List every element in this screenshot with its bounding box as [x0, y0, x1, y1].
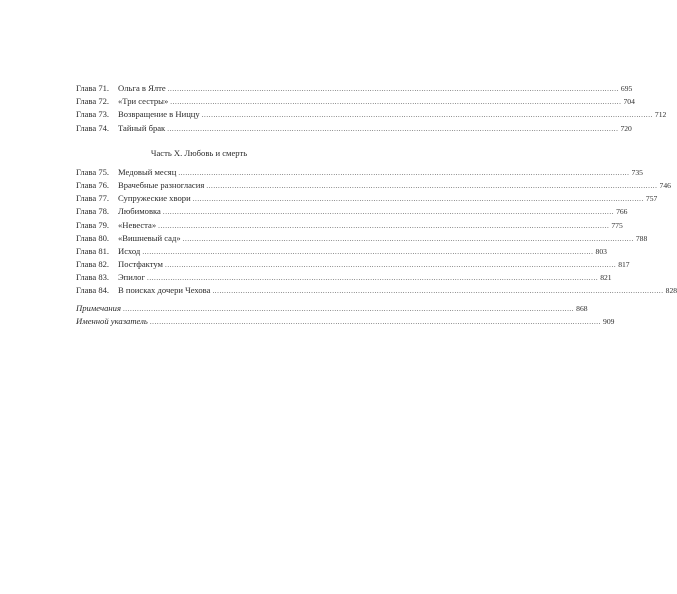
chapter-number: Глава 71. [76, 83, 110, 93]
page-number: 817 [618, 260, 630, 270]
dot-leader [158, 220, 609, 233]
chapter-title: Эпилог [118, 272, 145, 283]
toc-entry [76, 166, 643, 179]
dot-leader [123, 303, 574, 316]
page-number: 704 [623, 97, 635, 107]
dot-leader [183, 233, 634, 246]
chapter-title: Медовый месяц [118, 166, 177, 177]
page-number: 720 [620, 123, 632, 133]
toc-entry [76, 82, 633, 95]
dot-leader [212, 285, 663, 298]
toc-entry [76, 108, 667, 121]
chapter-title: Исход [118, 245, 141, 256]
page-number: 868 [576, 303, 588, 313]
toc-entry-index [76, 315, 615, 328]
toc-entry [76, 192, 658, 205]
chapter-title: В поисках дочери Чехова [118, 285, 211, 296]
page-number: 757 [645, 194, 658, 204]
page-number: 828 [665, 286, 677, 296]
dot-leader [142, 246, 593, 259]
chapter-number: Глава 84. [76, 285, 110, 296]
toc-entry [76, 284, 677, 297]
page-number: 746 [659, 180, 671, 190]
dot-leader [147, 272, 598, 285]
toc-entry [76, 95, 635, 108]
page-number: 712 [654, 110, 667, 120]
page-number: 909 [603, 316, 615, 326]
chapter-title: Возвращение в Ниццу [118, 109, 200, 120]
chapter-title: Тайный брак [118, 122, 166, 133]
chapter-number: Глава 76. [76, 179, 110, 190]
dot-leader [165, 259, 616, 272]
chapter-title: Врачебные разногласия [118, 179, 205, 190]
page-number: 695 [620, 84, 633, 93]
page-number: 766 [616, 207, 628, 217]
toc-group-part-ix-end [76, 82, 667, 135]
chapter-title: «Вишневый сад» [118, 232, 181, 243]
dot-leader [168, 83, 619, 96]
page-number: 821 [600, 273, 612, 283]
chapter-number: Глава 75. [76, 166, 110, 177]
page-number: 775 [611, 220, 623, 230]
page-number: 735 [631, 167, 643, 177]
toc-entry [76, 232, 648, 245]
back-matter-title: Именной указатель [76, 315, 148, 326]
chapter-number: Глава 72. [76, 96, 110, 107]
page-number: 788 [635, 233, 648, 243]
dot-leader [150, 316, 601, 329]
chapter-number: Глава 81. [76, 245, 110, 256]
dot-leader [163, 206, 614, 219]
chapter-number: Глава 78. [76, 206, 110, 217]
toc-group-part-x [76, 166, 677, 298]
chapter-number: Глава 80. [76, 232, 110, 243]
dot-leader [178, 167, 629, 180]
dot-leader [193, 193, 644, 206]
chapter-number: Глава 82. [76, 259, 110, 270]
toc-entry [76, 205, 628, 218]
toc-entry [76, 219, 623, 232]
toc-entry [76, 258, 630, 271]
chapter-title: Постфактум [118, 259, 163, 270]
chapter-title: Супружеские хвори [118, 193, 191, 204]
chapter-number: Глава 74. [76, 122, 110, 133]
chapter-title: Любимовка [118, 206, 161, 217]
dot-leader [206, 180, 657, 193]
dot-leader [170, 96, 621, 109]
dot-leader [202, 109, 653, 122]
toc-entry [76, 271, 612, 284]
dot-leader [167, 123, 618, 136]
toc-back-matter [76, 302, 615, 328]
table-of-contents [76, 82, 677, 328]
chapter-title: «Невеста» [118, 219, 157, 230]
chapter-title: «Три сестры» [118, 96, 169, 107]
toc-entry [76, 122, 632, 135]
part-heading: Часть X. Любовь и смерть [150, 147, 248, 158]
toc-entry [76, 179, 671, 192]
back-matter-title: Примечания [76, 302, 121, 313]
page-number: 803 [595, 246, 607, 256]
chapter-title: Ольга в Ялте [118, 83, 166, 93]
chapter-number: Глава 79. [76, 219, 110, 230]
chapter-number: Глава 77. [76, 193, 110, 204]
chapter-number: Глава 83. [76, 272, 110, 283]
toc-entry [76, 245, 607, 258]
toc-entry-notes [76, 302, 588, 315]
chapter-number: Глава 73. [76, 109, 110, 120]
